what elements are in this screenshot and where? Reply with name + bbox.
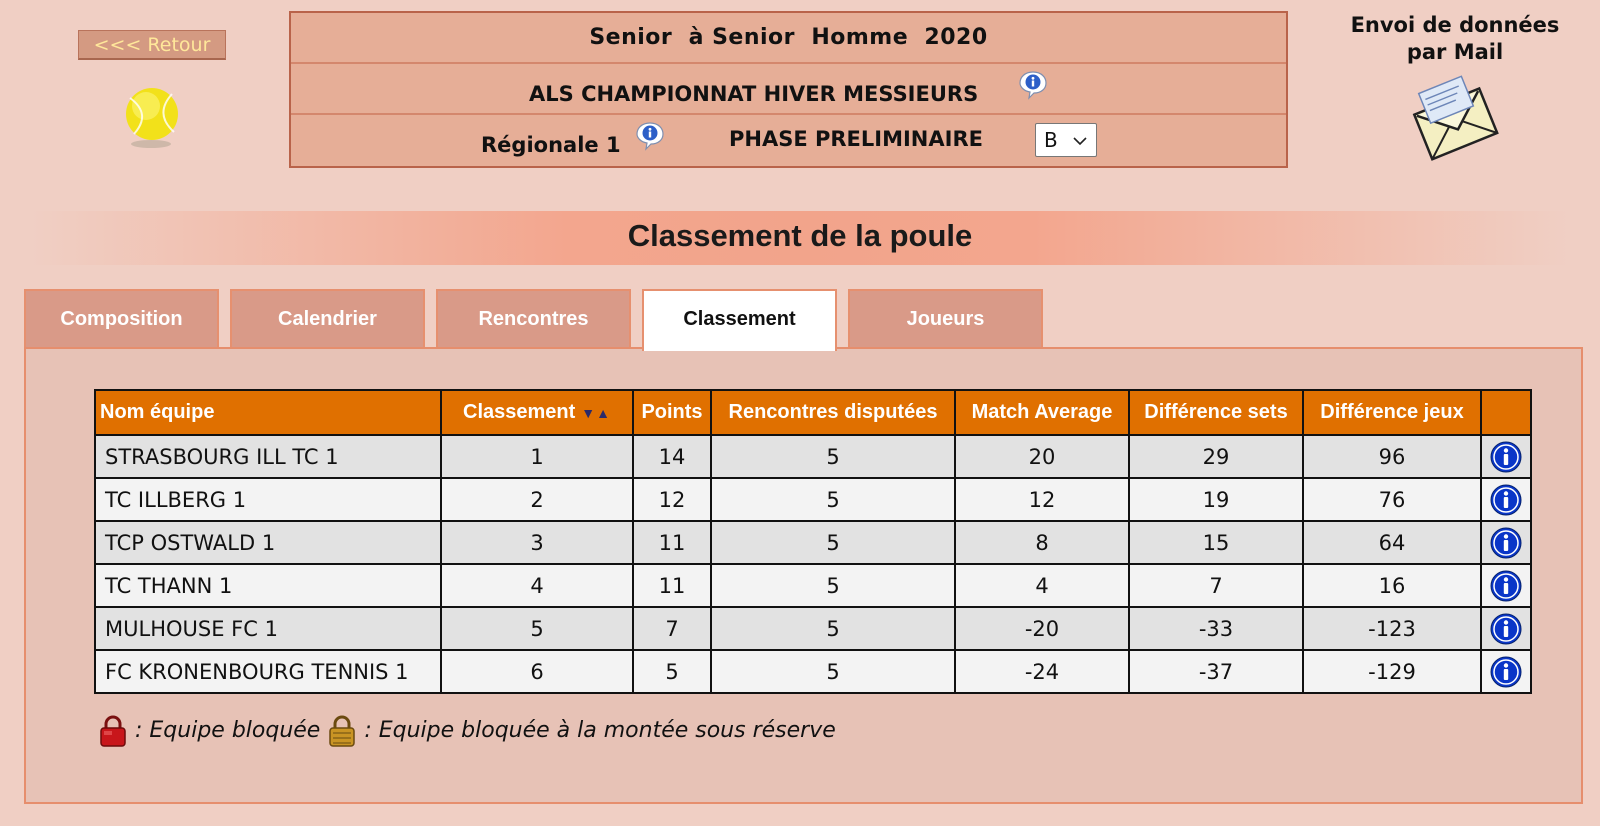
cell-diff-games: -123 bbox=[1303, 607, 1481, 650]
tab-joueurs[interactable]: Joueurs bbox=[848, 289, 1043, 349]
cell-match-avg: 4 bbox=[955, 564, 1129, 607]
tennis-ball-icon bbox=[124, 86, 180, 150]
cell-played: 5 bbox=[711, 521, 955, 564]
cell-rank: 6 bbox=[441, 650, 633, 693]
cell-team: TC THANN 1 bbox=[95, 564, 441, 607]
tab-rencontres[interactable]: Rencontres bbox=[436, 289, 631, 349]
table-row bbox=[95, 521, 1531, 564]
col-header-diff-games-label: Différence jeux bbox=[1320, 401, 1464, 423]
cell-team: TC ILLBERG 1 bbox=[95, 478, 441, 521]
tab-composition[interactable]: Composition bbox=[24, 289, 219, 349]
cell-rank: 5 bbox=[441, 607, 633, 650]
col-header-rank-label: Classement bbox=[463, 401, 576, 423]
col-header-points bbox=[633, 390, 711, 435]
tab-classement[interactable]: Classement bbox=[642, 289, 837, 351]
cell-rank: 1 bbox=[441, 435, 633, 478]
division-label: Régionale 1 bbox=[481, 133, 621, 157]
info-icon[interactable] bbox=[1490, 484, 1522, 516]
cell-team: STRASBOURG ILL TC 1 bbox=[95, 435, 441, 478]
cell-diff-sets: -33 bbox=[1129, 607, 1303, 650]
table-header-row bbox=[95, 390, 1531, 435]
chevron-down-icon bbox=[1072, 133, 1088, 149]
season-title: Senior à Senior Homme 2020 bbox=[589, 25, 988, 50]
cell-points: 11 bbox=[633, 521, 711, 564]
mail-label bbox=[1330, 12, 1580, 66]
competition-header bbox=[289, 11, 1288, 168]
ranking-table bbox=[94, 389, 1532, 694]
cell-diff-games: 16 bbox=[1303, 564, 1481, 607]
cell-points: 14 bbox=[633, 435, 711, 478]
sort-arrows-icon[interactable]: ▼▲ bbox=[581, 404, 611, 421]
info-icon[interactable] bbox=[1490, 656, 1522, 688]
cell-info bbox=[1481, 521, 1531, 564]
back-button[interactable]: <<< Retour bbox=[78, 30, 226, 60]
cell-diff-sets: 7 bbox=[1129, 564, 1303, 607]
cell-match-avg: -20 bbox=[955, 607, 1129, 650]
cell-info bbox=[1481, 650, 1531, 693]
col-header-team bbox=[95, 390, 441, 435]
col-header-diff-sets bbox=[1129, 390, 1303, 435]
col-header-rank[interactable] bbox=[441, 390, 633, 435]
championship-row bbox=[291, 64, 1286, 115]
cell-info bbox=[1481, 435, 1531, 478]
legend bbox=[98, 714, 836, 748]
cell-diff-sets: 19 bbox=[1129, 478, 1303, 521]
cell-diff-games: 96 bbox=[1303, 435, 1481, 478]
cell-played: 5 bbox=[711, 607, 955, 650]
cell-played: 5 bbox=[711, 564, 955, 607]
season-row bbox=[291, 13, 1286, 64]
division-info-icon[interactable] bbox=[635, 121, 665, 151]
table-row bbox=[95, 650, 1531, 693]
championship-title: ALS CHAMPIONNAT HIVER MESSIEURS bbox=[529, 82, 979, 106]
col-header-team-label: Nom équipe bbox=[100, 401, 215, 423]
cell-team: TCP OSTWALD 1 bbox=[95, 521, 441, 564]
division-row bbox=[291, 115, 1286, 166]
cell-points: 5 bbox=[633, 650, 711, 693]
col-header-played-label: Rencontres disputées bbox=[728, 401, 938, 423]
table-row bbox=[95, 607, 1531, 650]
lock-red-icon bbox=[98, 714, 128, 748]
cell-played: 5 bbox=[711, 435, 955, 478]
cell-points: 12 bbox=[633, 478, 711, 521]
mail-label-line1: Envoi de données bbox=[1350, 13, 1560, 37]
cell-team: MULHOUSE FC 1 bbox=[95, 607, 441, 650]
legend-blocked-reserve: : Equipe bloquée à la montée sous réserve bbox=[364, 718, 836, 743]
cell-diff-games: 64 bbox=[1303, 521, 1481, 564]
cell-info bbox=[1481, 564, 1531, 607]
info-icon[interactable] bbox=[1490, 570, 1522, 602]
cell-rank: 3 bbox=[441, 521, 633, 564]
cell-match-avg: 20 bbox=[955, 435, 1129, 478]
cell-diff-sets: 15 bbox=[1129, 521, 1303, 564]
cell-diff-games: 76 bbox=[1303, 478, 1481, 521]
envelope-icon[interactable] bbox=[1408, 72, 1502, 164]
col-header-info bbox=[1481, 390, 1531, 435]
cell-diff-sets: -37 bbox=[1129, 650, 1303, 693]
cell-match-avg: -24 bbox=[955, 650, 1129, 693]
cell-team: FC KRONENBOURG TENNIS 1 bbox=[95, 650, 441, 693]
col-header-diff-games bbox=[1303, 390, 1481, 435]
ranking-panel bbox=[24, 347, 1583, 804]
table-row bbox=[95, 435, 1531, 478]
info-icon[interactable] bbox=[1490, 613, 1522, 645]
cell-match-avg: 12 bbox=[955, 478, 1129, 521]
table-row bbox=[95, 564, 1531, 607]
info-icon[interactable] bbox=[1490, 441, 1522, 473]
section-title-band bbox=[30, 211, 1570, 265]
cell-rank: 4 bbox=[441, 564, 633, 607]
cell-diff-games: -129 bbox=[1303, 650, 1481, 693]
ranking-body bbox=[95, 435, 1531, 693]
col-header-played bbox=[711, 390, 955, 435]
col-header-match-average bbox=[955, 390, 1129, 435]
legend-blocked: : Equipe bloquée bbox=[135, 718, 321, 743]
cell-points: 11 bbox=[633, 564, 711, 607]
table-row bbox=[95, 478, 1531, 521]
group-select[interactable] bbox=[1035, 123, 1097, 157]
tab-calendrier[interactable]: Calendrier bbox=[230, 289, 425, 349]
col-header-diff-sets-label: Différence sets bbox=[1144, 401, 1288, 423]
cell-played: 5 bbox=[711, 650, 955, 693]
mail-label-line2: par Mail bbox=[1406, 40, 1504, 64]
cell-played: 5 bbox=[711, 478, 955, 521]
group-select-value: B bbox=[1044, 128, 1058, 152]
cell-match-avg: 8 bbox=[955, 521, 1129, 564]
lock-gold-icon bbox=[327, 714, 357, 748]
cell-info bbox=[1481, 607, 1531, 650]
col-header-points-label: Points bbox=[641, 401, 703, 423]
cell-rank: 2 bbox=[441, 478, 633, 521]
cell-info bbox=[1481, 478, 1531, 521]
cell-points: 7 bbox=[633, 607, 711, 650]
phase-label: PHASE PRELIMINAIRE bbox=[729, 127, 983, 151]
col-header-match-average-label: Match Average bbox=[971, 401, 1113, 423]
championship-info-icon[interactable] bbox=[1018, 70, 1048, 100]
info-icon[interactable] bbox=[1490, 527, 1522, 559]
section-title: Classement de la poule bbox=[627, 218, 973, 253]
cell-diff-sets: 29 bbox=[1129, 435, 1303, 478]
